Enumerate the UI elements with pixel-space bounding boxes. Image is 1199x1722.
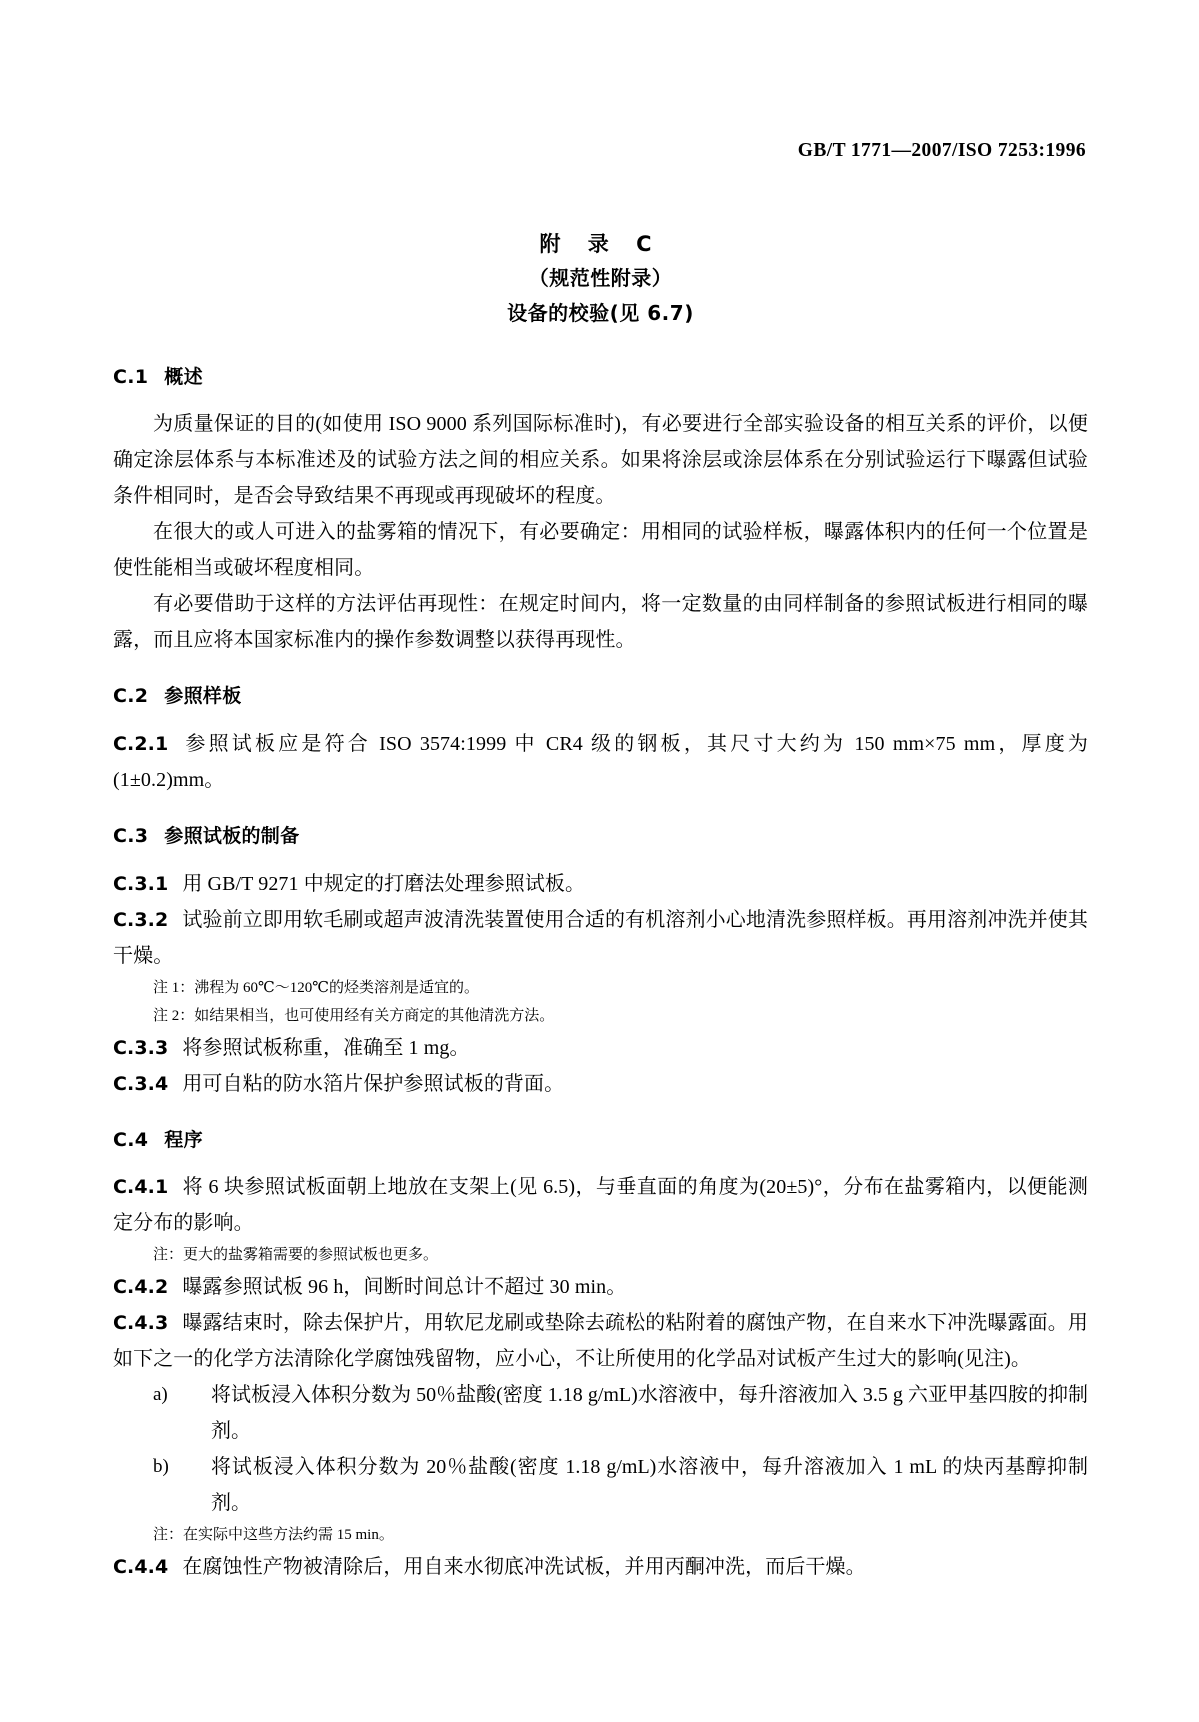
clause	[113, 866, 1088, 902]
note: 注：更大的盐雾箱需要的参照试板也更多。	[153, 1247, 439, 1264]
clause	[113, 902, 1088, 974]
section-title-c3: 参照试板的制备	[164, 824, 300, 847]
section-number-c1: C.1	[113, 365, 149, 388]
clause-text: 将参照试板称重，准确至 1 mg。	[182, 1036, 470, 1059]
clause	[113, 1305, 1088, 1377]
list-item	[113, 1449, 1088, 1521]
clause	[113, 1030, 1088, 1066]
lettered-sub-list	[113, 1377, 1088, 1521]
section-title-c4: 程序	[164, 1128, 203, 1151]
clause-text: 曝露结束时，除去保护片，用软尼龙刷或垫除去疏松的粘附着的腐蚀产物，在自来水下冲洗曝露面。用如下之一的化学方法清除化学腐蚀残留物，应小心，不让所使用的化学品对试板产生过大的影响(见注)。	[113, 1312, 1088, 1371]
clause-number: C.4.1	[113, 1176, 169, 1199]
clause	[113, 1169, 1088, 1241]
list-item-text: 将试板浸入体积分数为 20％盐酸(密度 1.18 g/mL)水溶液中，每升溶液加入 1 mL 的炔丙基醇抑制剂。	[211, 1456, 1088, 1515]
annex-subject: 设备的校验(见 6.7)	[507, 300, 694, 325]
section-heading-c3	[113, 824, 1088, 849]
clause-text: 在腐蚀性产物被清除后，用自来水彻底冲洗试板，并用丙酮冲洗，而后干燥。	[182, 1556, 866, 1579]
clause-number: C.3.4	[113, 1072, 169, 1095]
clause-text: 试验前立即用软毛刷或超声波清洗装置使用合适的有机溶剂小心地清洗参照样板。再用溶剂冲洗并使其干燥。	[113, 908, 1088, 967]
section-title-c1: 概述	[164, 365, 203, 388]
clause-number: C.3.2	[113, 908, 169, 931]
clause-number: C.4.3	[113, 1312, 169, 1335]
annex-title-block	[113, 228, 1088, 331]
list-item-marker: a)	[153, 1384, 168, 1406]
note: 注 2：如结果相当，也可使用经有关方商定的其他清洗方法。	[153, 1007, 555, 1024]
section-heading-c2	[113, 684, 1088, 709]
clause-number: C.4.4	[113, 1556, 169, 1579]
clause-text: 曝露参照试板 96 h，间断时间总计不超过 30 min。	[182, 1276, 627, 1299]
clause-text: 用可自粘的防水箔片保护参照试板的背面。	[182, 1072, 565, 1095]
section-heading-c1	[113, 365, 1088, 390]
list-item-marker: b)	[153, 1456, 169, 1478]
section-number-c3: C.3	[113, 824, 149, 847]
section-title-c2: 参照样板	[164, 685, 242, 708]
annex-kind: （规范性附录）	[528, 265, 673, 290]
paragraph: 在很大的或人可进入的盐雾箱的情况下，有必要确定：用相同的试验样板，曝露体积内的任何一个位置是使性能相当或破坏程度相同。	[113, 521, 1088, 580]
section-number-c4: C.4	[113, 1128, 149, 1151]
clause-number: C.4.2	[113, 1276, 169, 1299]
paragraph: 有必要借助于这样的方法评估再现性：在规定时间内，将一定数量的由同样制备的参照试板进行相同的曝露，而且应将本国家标准内的操作参数调整以获得再现性。	[113, 593, 1088, 652]
clause	[113, 1269, 1088, 1305]
clause-number: C.3.3	[113, 1036, 169, 1059]
note: 注 1：沸程为 60℃～120℃的烃类溶剂是适宜的。	[153, 979, 480, 996]
page-running-header: GB/T 1771—2007/ISO 7253:1996	[797, 140, 1086, 161]
clause-text: 将 6 块参照试板面朝上地放在支架上(见 6.5)，与垂直面的角度为(20±5)°，分布在盐雾箱内，以便能测定分布的影响。	[113, 1176, 1088, 1235]
note: 注：在实际中这些方法约需 15 min。	[153, 1527, 394, 1544]
clause-text: 用 GB/T 9271 中规定的打磨法处理参照试板。	[182, 872, 586, 895]
annex-title: 附 录 C	[539, 232, 662, 256]
list-item-text: 将试板浸入体积分数为 50％盐酸(密度 1.18 g/mL)水溶液中，每升溶液加入 3.5 g 六亚甲基四胺的抑制剂。	[211, 1384, 1088, 1443]
clause-number: C.3.1	[113, 872, 169, 895]
section-heading-c4	[113, 1128, 1088, 1153]
paragraph: 为质量保证的目的(如使用 ISO 9000 系列国际标准时)，有必要进行全部实验设备的相互关系的评价，以便确定涂层体系与本标准述及的试验方法之间的相应关系。如果将涂层或涂层体系在分别试验运行下曝露但试验条件相同时，是否会导致结果不再现或再现破坏的程度。	[113, 413, 1088, 508]
clause	[113, 726, 1088, 798]
clause-text: 参照试板应是符合 ISO 3574:1999 中 CR4 级的钢板，其尺寸大约为 150 mm×75 mm，厚度为(1±0.2)mm。	[113, 732, 1088, 791]
clause	[113, 1066, 1088, 1102]
clause-number: C.2.1	[113, 732, 169, 755]
page-content	[113, 228, 1088, 1585]
section-number-c2: C.2	[113, 685, 149, 708]
list-item	[113, 1377, 1088, 1449]
clause	[113, 1549, 1088, 1585]
